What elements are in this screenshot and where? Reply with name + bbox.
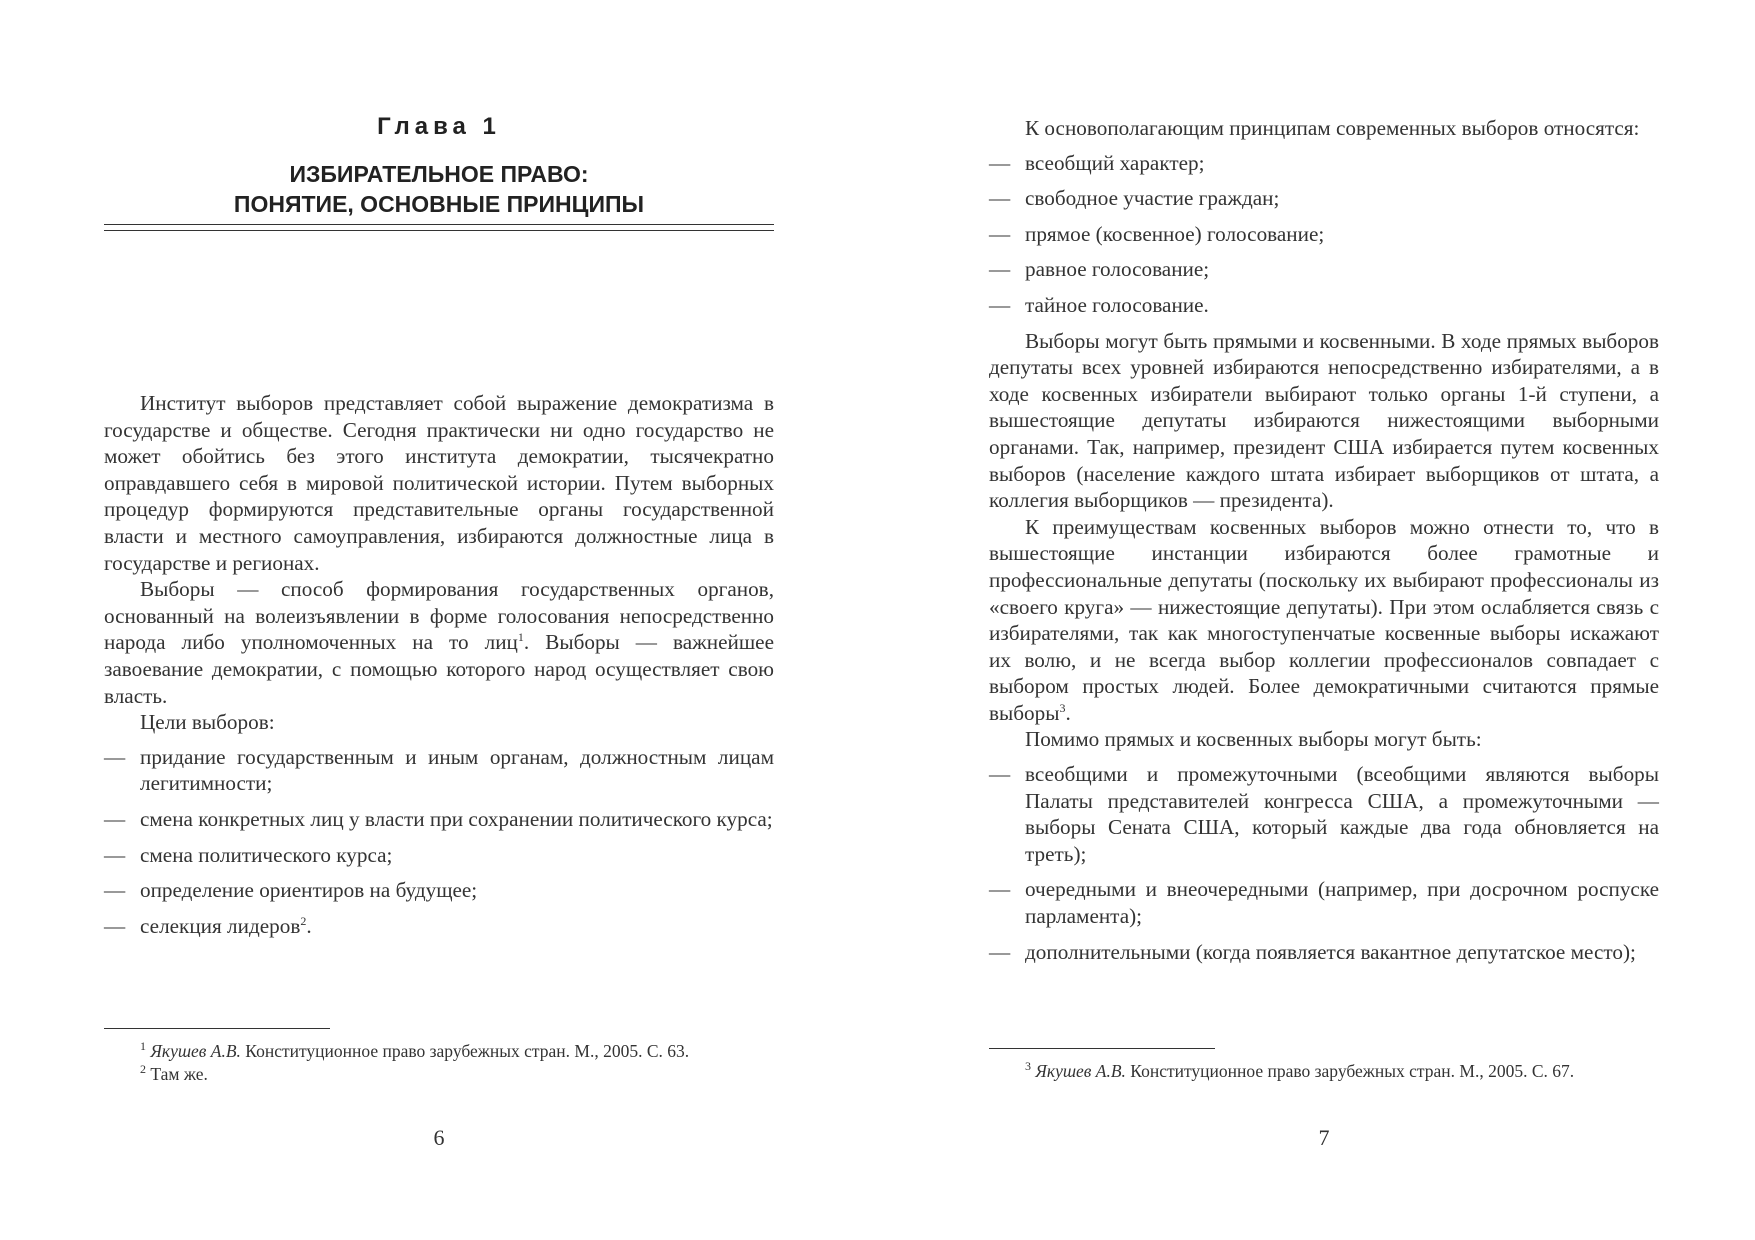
footnote-text: Конституционное право зарубежных стран. М., 2005. С. 63. [245, 1041, 690, 1061]
paragraph: Выборы могут быть прямыми и косвенными. В ходе прямых выборов депутаты всех уровней избираются непосредственно избирателями, а в ходе косвенных избиратели выбирают только органы 1-й ступени, а вышестоящие депутаты избираются нижестоящими выборными органами. Так, например, президент США избирается путем косвенных выборов (население каждого штата избирает выборщиков от штата, а коллегия выборщиков — президента). [989, 328, 1659, 513]
footnote [104, 1040, 774, 1063]
footnote-text: Конституционное право зарубежных стран. М., 2005. С. 67. [1130, 1061, 1575, 1081]
list-item: — придание государственным и иным органам, должностным лицам легитимности; [104, 744, 774, 797]
list-item: — тайное голосование. [989, 292, 1659, 319]
list-item: — равное голосование; [989, 256, 1659, 283]
footnote-number: 1 [140, 1039, 146, 1054]
paragraph: Помимо прямых и косвенных выборы могут быть: [1025, 727, 1482, 752]
list-item: — определение ориентиров на будущее; [104, 877, 774, 904]
paragraph [989, 514, 1659, 727]
footnote-text: Там же. [150, 1064, 208, 1084]
list-item: — дополнительными (когда появляется вакантное депутатское место); [989, 939, 1659, 966]
footnote-author: Якушев А.В. [1035, 1061, 1126, 1081]
paragraph: Цели выборов: [140, 710, 275, 735]
chapter-title-line1: ИЗБИРАТЕЛЬНОЕ ПРАВО: [289, 161, 589, 187]
paragraph-text: Выборы — способ формирования государственных органов, основанный на волеизъявлении в форме голосования непосредственно народа либо уполномоченных на то лиц [104, 577, 774, 655]
principles-list [989, 150, 1659, 319]
list-item: — прямое (косвенное) голосование; [989, 221, 1659, 248]
footnote-number: 2 [140, 1062, 146, 1077]
paragraph: К основополагающим принципам современных выборов относятся: [1025, 116, 1640, 140]
list-item-end: . [306, 913, 312, 938]
paragraph-text: . Выборы — важнейшее завоевание демократии, с помощью которого народ осуществляет свою власть. [104, 630, 774, 708]
right-body-text [989, 115, 1659, 974]
list-item: — свободное участие граждан; [989, 185, 1659, 212]
list-item: — очередными и внеочередными (например, при досрочном роспуске парламента); [989, 876, 1659, 929]
chapter-label: Глава 1 [377, 113, 501, 140]
chapter-title [104, 159, 774, 219]
footnote-ref[interactable]: 3 [1059, 700, 1066, 715]
list-item [104, 913, 774, 940]
footnote [989, 1060, 1659, 1083]
paragraph: Институт выборов представляет собой выражение демократизма в государстве и обществе. Сегодня практически ни одно государство не может обойтись без этого института демократии, тысячекратно оправдавшего себя в мировой политической истории. Путем выборных процедур формируются представительные органы государственной власти и местного самоуправления, избираются должностные лица в государстве и регионах. [104, 391, 774, 575]
footnote-ref[interactable]: 2 [300, 913, 307, 928]
footnotes [989, 1060, 1659, 1083]
goals-list [104, 744, 774, 940]
list-item: — смена политического курса; [104, 842, 774, 869]
footnote-number: 3 [1025, 1059, 1031, 1074]
paragraph-text: . [1065, 700, 1071, 725]
footnote-rule [104, 1028, 330, 1029]
page-number: 6 [433, 1125, 445, 1150]
list-item: — всеобщий характер; [989, 150, 1659, 177]
footnote-ref[interactable]: 1 [517, 630, 524, 645]
paragraph [104, 576, 774, 709]
list-item: — всеобщими и промежуточными (всеобщими являются выборы Палаты представителей конгресса США, а промежуточными — выборы Сената США, который каждые два года обновляется на треть); [989, 761, 1659, 867]
footnote-author: Якушев А.В. [150, 1041, 241, 1061]
chapter-double-rule [104, 224, 774, 231]
footnote-rule [989, 1048, 1215, 1049]
types-list [989, 761, 1659, 965]
page-number: 7 [1318, 1125, 1330, 1150]
footnote [104, 1063, 774, 1086]
left-body-text [104, 390, 774, 948]
paragraph-text: К преимуществам косвенных выборов можно отнести то, что в вышестоящие инстанции избираются более грамотные и профессиональные депутаты (поскольку их выбирают профессионалы из «своего круга» — нижестоящие депутаты). При этом ослабляется связь с избирателями, так как многоступенчатые косвенные выборы искажают их волю, и не всегда выбор коллегии профессионалов совпадает с выбором простых людей. Более демократичными считаются прямые выборы [989, 514, 1659, 725]
chapter-title-line2: ПОНЯТИЕ, ОСНОВНЫЕ ПРИНЦИПЫ [233, 191, 645, 217]
list-item: — смена конкретных лиц у власти при сохранении политического курса; [104, 806, 774, 833]
footnotes [104, 1040, 774, 1086]
list-item-text: селекция лидеров [140, 913, 301, 938]
